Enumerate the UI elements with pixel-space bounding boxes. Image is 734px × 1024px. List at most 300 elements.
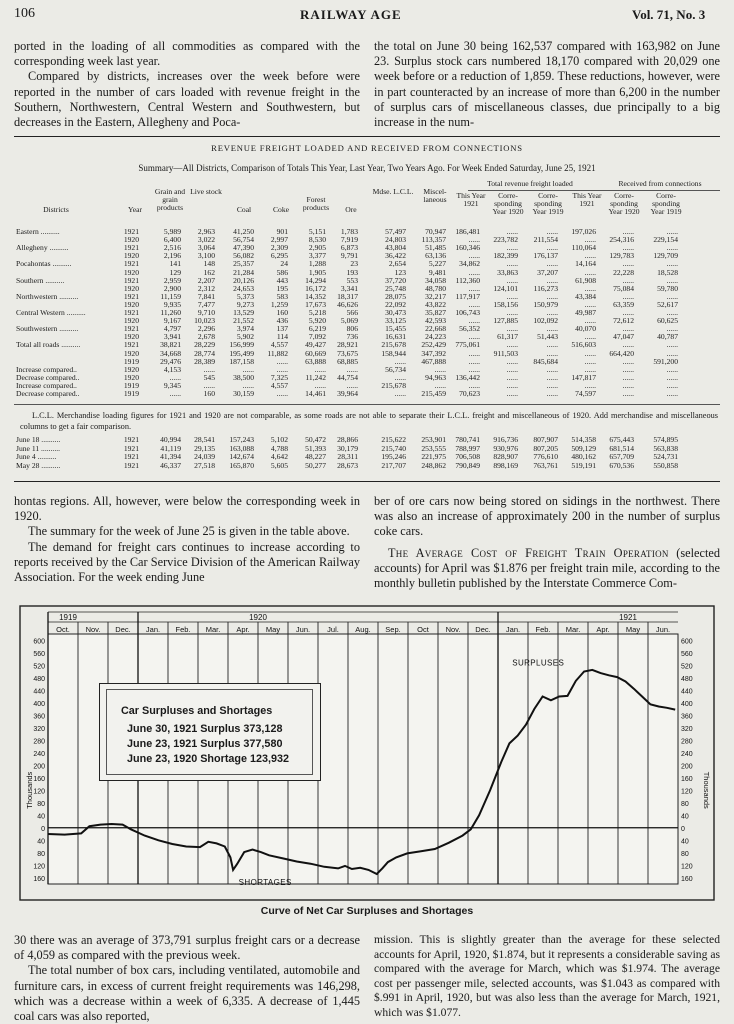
table-cell: 4,788 bbox=[270, 443, 288, 453]
table-cell: 127,885 bbox=[493, 316, 518, 326]
table-cell: ...... bbox=[584, 332, 596, 342]
table-cell: 113,357 bbox=[421, 235, 446, 245]
table-cell: ...... bbox=[546, 340, 558, 350]
table-cell: 1920 bbox=[123, 267, 139, 277]
table-cell: 215,740 bbox=[381, 443, 406, 453]
mid-left-column bbox=[14, 494, 360, 585]
table-cell: 94,963 bbox=[425, 372, 446, 382]
table-cell: 509,129 bbox=[571, 443, 596, 453]
table-cell: 736 bbox=[346, 332, 358, 342]
month-label: Nov. bbox=[85, 625, 101, 634]
table-cell: ...... bbox=[622, 364, 634, 374]
table-cell: 21,284 bbox=[233, 267, 254, 277]
table-cell: 114 bbox=[276, 332, 288, 342]
table-cell: ...... bbox=[622, 227, 634, 236]
table-cell: 22,228 bbox=[613, 267, 634, 277]
table-cell: ...... bbox=[276, 356, 288, 366]
table-cell: ...... bbox=[584, 348, 596, 358]
table-cell: 147,817 bbox=[571, 372, 596, 382]
table-cell: 158,156 bbox=[493, 299, 518, 309]
table-cell: 56,754 bbox=[233, 235, 254, 245]
table-cell: 63,888 bbox=[305, 356, 326, 366]
month-label: May bbox=[625, 625, 641, 634]
table-cell: 136,442 bbox=[455, 372, 480, 382]
table-cell: 102,092 bbox=[533, 316, 558, 326]
table-cell: 9,710 bbox=[197, 308, 215, 317]
table-cell: 5,902 bbox=[236, 332, 254, 342]
table-cell: 24 bbox=[280, 259, 288, 269]
table-cell: 670,536 bbox=[609, 460, 634, 470]
table-cell: 28,311 bbox=[337, 452, 358, 462]
row-label: Total all roads .......... bbox=[16, 340, 81, 350]
table-cell: 74,597 bbox=[575, 389, 596, 398]
y-tick-label: 320 bbox=[33, 725, 45, 733]
table-cell: ...... bbox=[506, 372, 518, 382]
table-cell: 49,987 bbox=[575, 308, 596, 317]
table-cell: 253,555 bbox=[421, 443, 446, 453]
table-cell: ...... bbox=[622, 243, 634, 253]
table-cell: 3,100 bbox=[197, 251, 215, 261]
table-cell: 1921 bbox=[123, 340, 139, 350]
table-cell: 9,481 bbox=[428, 267, 446, 277]
paragraph: the total on June 30 being 162,537 compared with 163,982 on June 23. Surplus stock cars numbered 18,170 compared with 20,029 one week before or a reduction of 1,859. These reductions, however, were in part counteracted by an increase of more than 6,200 in the number of surplus cars of miscellaneous classes, due principally to a big increase in the num- bbox=[374, 39, 720, 130]
table-cell: 28,229 bbox=[194, 340, 215, 350]
table-cell: ...... bbox=[622, 259, 634, 269]
table-cell: 550,858 bbox=[653, 460, 678, 470]
row-label: Central Western .......... bbox=[16, 308, 86, 317]
table-cell: 1921 bbox=[123, 291, 139, 301]
year-label: 1920 bbox=[249, 613, 267, 622]
table-cell: ...... bbox=[666, 275, 678, 285]
table-cell: 25,748 bbox=[385, 283, 406, 293]
table-cell: 123 bbox=[394, 267, 406, 277]
table-cell: ...... bbox=[584, 267, 596, 277]
y-axis-title: Thousands bbox=[25, 771, 34, 809]
paragraph-body: (selected accounts) for April was $1.876 per freight train mile, according to the monthly bulletin published by the Interstate Commerce Com- bbox=[374, 545, 720, 591]
row-label: June 18 .......... bbox=[16, 435, 61, 444]
column-header: Corre-sponding Year 1919 bbox=[532, 191, 564, 216]
row-label: Southern .......... bbox=[16, 275, 65, 285]
table-cell: ...... bbox=[203, 364, 215, 374]
table-cell: 215,678 bbox=[381, 380, 406, 390]
row-label: May 28 .......... bbox=[16, 460, 61, 470]
table-cell: 63,359 bbox=[613, 299, 634, 309]
y-tick-label: 440 bbox=[33, 688, 45, 696]
table-cell: ...... bbox=[622, 380, 634, 390]
y-tick-label-right: 240 bbox=[681, 750, 693, 758]
table-cell: 566 bbox=[346, 308, 358, 317]
table-cell: ...... bbox=[346, 364, 358, 374]
table-cell: ...... bbox=[346, 380, 358, 390]
table-cell: ...... bbox=[584, 283, 596, 293]
table-cell: 36,422 bbox=[385, 251, 406, 261]
table-cell: 217,707 bbox=[381, 460, 406, 470]
column-header: Districts bbox=[43, 205, 69, 214]
annotation-line: June 23, 1920 Shortage 123,932 bbox=[127, 753, 290, 765]
table-cell: 22,092 bbox=[385, 299, 406, 309]
table-cell: 38,821 bbox=[160, 340, 181, 350]
table-cell: 106,743 bbox=[455, 308, 480, 317]
table-cell: 514,358 bbox=[571, 435, 596, 444]
column-header: Coke bbox=[272, 205, 290, 214]
table-cell: 61,908 bbox=[575, 275, 596, 285]
table-cell: ...... bbox=[314, 380, 326, 390]
table-cell: ...... bbox=[622, 340, 634, 350]
table-cell: 9,345 bbox=[163, 380, 181, 390]
table-cell: 51,485 bbox=[425, 243, 446, 253]
table-cell: 7,092 bbox=[308, 332, 326, 342]
table-cell: 40,787 bbox=[657, 332, 678, 342]
table-subtitle: Summary—All Districts, Comparison of Totals This Year, Last Year, Two Years Ago. For Week Ended Saturday, June 25, 1921 bbox=[138, 163, 596, 173]
table-cell: 1919 bbox=[123, 356, 139, 366]
table-cell: ...... bbox=[666, 243, 678, 253]
month-label: Feb. bbox=[535, 625, 551, 634]
row-label: June 11 .......... bbox=[16, 443, 61, 453]
table-cell: 4,153 bbox=[163, 364, 181, 374]
table-cell: 3,064 bbox=[197, 243, 215, 253]
column-header: Corre-sponding Year 1919 bbox=[650, 191, 682, 216]
table-cell: ...... bbox=[468, 348, 480, 358]
table-cell: 1920 bbox=[123, 332, 139, 342]
table-cell: 916,736 bbox=[493, 435, 518, 444]
table-cell: 5,069 bbox=[340, 316, 358, 326]
paragraph: ber of ore cars now being stored on sidings in the northwest. There was also an increase of approximately 200 in the number of surplus coke cars. bbox=[374, 494, 720, 539]
y-tick-label: 200 bbox=[33, 763, 45, 771]
table-cell: ...... bbox=[506, 291, 518, 301]
table-cell: ...... bbox=[584, 299, 596, 309]
table-cell: 57,497 bbox=[385, 227, 406, 236]
table-cell: 2,312 bbox=[197, 283, 215, 293]
annotation-line: June 30, 1921 Surplus 373,128 bbox=[127, 723, 283, 735]
table-cell: 46,626 bbox=[337, 299, 358, 309]
column-header: Miscel-laneous bbox=[423, 187, 447, 204]
month-label: Jul. bbox=[327, 625, 339, 634]
table-cell: 215,678 bbox=[381, 340, 406, 350]
table-cell: ...... bbox=[622, 291, 634, 301]
month-label: Jan. bbox=[145, 625, 161, 634]
table-cell: 34,668 bbox=[160, 348, 181, 358]
table-cell: 3,941 bbox=[163, 332, 181, 342]
y-tick-label: 120 bbox=[33, 788, 45, 796]
y-tick-label: 480 bbox=[33, 675, 45, 683]
table-cell: 11,260 bbox=[160, 308, 181, 317]
table-bottom-rule bbox=[14, 481, 720, 482]
table-cell: 657,709 bbox=[609, 452, 634, 462]
table-cell: ...... bbox=[546, 324, 558, 334]
y-tick-label-right: 160 bbox=[681, 775, 693, 783]
table-cell: 11,159 bbox=[160, 291, 181, 301]
table-cell: 117,917 bbox=[455, 291, 480, 301]
table-cell: 1920 bbox=[123, 251, 139, 261]
table-cell: 24,039 bbox=[194, 452, 215, 462]
table-cell: 156,999 bbox=[229, 340, 254, 350]
y-tick-label-right: 360 bbox=[681, 713, 693, 721]
table-cell: 160,346 bbox=[455, 243, 480, 253]
table-cell: ...... bbox=[169, 389, 181, 398]
table-cell: ...... bbox=[506, 340, 518, 350]
column-header: Grain and grain products bbox=[154, 187, 186, 212]
table-cell: ...... bbox=[506, 380, 518, 390]
y-tick-label-right: 160 bbox=[681, 875, 693, 883]
y-tick-label: 600 bbox=[33, 638, 45, 646]
column-header: Live stock bbox=[190, 187, 222, 196]
paragraph: The summary for the week of June 25 is given in the table above. bbox=[28, 524, 350, 539]
table-cell: 40,070 bbox=[575, 324, 596, 334]
table-cell: 34,058 bbox=[425, 275, 446, 285]
table-cell: 211,554 bbox=[533, 235, 558, 245]
table-cell: 141 bbox=[169, 259, 181, 269]
table-cell: 197,026 bbox=[571, 227, 596, 236]
table-cell: 2,900 bbox=[163, 283, 181, 293]
y-tick-label: 160 bbox=[33, 775, 45, 783]
y-tick-label-right: 0 bbox=[681, 825, 685, 833]
table-cell: ...... bbox=[584, 251, 596, 261]
page-number: 106 bbox=[14, 6, 35, 21]
table-cell: 70,947 bbox=[425, 227, 446, 236]
annotation-title: Car Surpluses and Shortages bbox=[121, 705, 273, 717]
table-cell: ...... bbox=[242, 364, 254, 374]
table-cell: 1920 bbox=[123, 299, 139, 309]
y-tick-label-right: 40 bbox=[681, 838, 689, 846]
group-header-loaded: Total revenue freight loaded bbox=[487, 179, 573, 188]
table-cell: 215,622 bbox=[381, 435, 406, 444]
table-cell: 1921 bbox=[123, 275, 139, 285]
table-cell: 583 bbox=[276, 291, 288, 301]
paragraph: mission. This is slightly greater than the average for these selected accounts for April, 1920, $1.874, but it represents a considerable saving as compared with the average for March, which was $1.974. The average cost per passenger mile, selected accounts, was $1.043 as compared with $.991 in April, 1920, but was also less than the average for March, 1921, which was $1.077. bbox=[374, 933, 720, 1019]
table-cell: 1,905 bbox=[308, 267, 326, 277]
table-cell: ...... bbox=[468, 235, 480, 245]
table-cell: 223,782 bbox=[493, 235, 518, 245]
table-cell: 14,164 bbox=[575, 259, 596, 269]
table-cell: 1921 bbox=[123, 227, 139, 236]
table-cell: 524,731 bbox=[653, 452, 678, 462]
table-cell: 18,317 bbox=[337, 291, 358, 301]
table-cell: 28,389 bbox=[194, 356, 215, 366]
table-cell: 165,870 bbox=[229, 460, 254, 470]
table-cell: 4,557 bbox=[270, 340, 288, 350]
table-cell: ...... bbox=[546, 348, 558, 358]
month-label: Mar. bbox=[565, 625, 581, 634]
shortages-label: SHORTAGES bbox=[238, 878, 292, 888]
table-cell: ...... bbox=[506, 227, 518, 236]
table-cell: 2,959 bbox=[163, 275, 181, 285]
table-cell: ...... bbox=[546, 308, 558, 317]
table-cell: 6,873 bbox=[340, 243, 358, 253]
table-cell: 2,905 bbox=[308, 243, 326, 253]
table-cell: ...... bbox=[394, 356, 406, 366]
table-cell: 221,975 bbox=[421, 452, 446, 462]
table-cell: ...... bbox=[468, 364, 480, 374]
y-tick-label-right: 400 bbox=[681, 700, 693, 708]
y-tick-label-right: 440 bbox=[681, 688, 693, 696]
y-tick-label-right: 320 bbox=[681, 725, 693, 733]
table-cell: 148 bbox=[203, 259, 215, 269]
table-cell: 1920 bbox=[123, 235, 139, 245]
table-cell: 193 bbox=[346, 267, 358, 277]
table-cell: ...... bbox=[468, 332, 480, 342]
table-cell: ...... bbox=[169, 372, 181, 382]
month-label: Sep. bbox=[385, 625, 401, 634]
table-cell: 40,994 bbox=[160, 435, 181, 444]
table-cell: ...... bbox=[468, 283, 480, 293]
table-cell: ...... bbox=[468, 380, 480, 390]
table-cell: 806 bbox=[346, 324, 358, 334]
table-cell: 28,673 bbox=[337, 460, 358, 470]
y-tick-label: 400 bbox=[33, 700, 45, 708]
table-cell: 1,288 bbox=[308, 259, 326, 269]
table-cell: 116,273 bbox=[533, 283, 558, 293]
y-tick-label-right: 520 bbox=[681, 663, 693, 671]
table-cell: 56,082 bbox=[233, 251, 254, 261]
bottom-left-column bbox=[14, 933, 360, 1024]
table-cell: 1,783 bbox=[340, 227, 358, 236]
paragraph: hontas regions. All, however, were below the corresponding week in 1920. bbox=[14, 494, 360, 524]
top-left-column bbox=[14, 39, 360, 130]
table-cell: 1921 bbox=[123, 243, 139, 253]
year-label: 1921 bbox=[619, 613, 637, 622]
table-cell: 112,360 bbox=[455, 275, 480, 285]
y-tick-label: 280 bbox=[33, 738, 45, 746]
table-cell: ...... bbox=[546, 389, 558, 398]
table-cell: 776,610 bbox=[533, 452, 558, 462]
table-cell: 28,866 bbox=[337, 435, 358, 444]
table-cell: 18,528 bbox=[657, 267, 678, 277]
year-label: 1919 bbox=[59, 613, 77, 622]
table-cell: 16,172 bbox=[305, 283, 326, 293]
y-tick-label-right: 600 bbox=[681, 638, 693, 646]
top-right-column bbox=[374, 39, 720, 130]
table-cell: 49,427 bbox=[305, 340, 326, 350]
table-top-rule bbox=[14, 136, 720, 137]
table-cell: ...... bbox=[506, 243, 518, 253]
table-cell: ...... bbox=[584, 364, 596, 374]
table-cell: ...... bbox=[666, 389, 678, 398]
table-cell: ...... bbox=[506, 259, 518, 269]
table-cell: 33,125 bbox=[385, 316, 406, 326]
annotation-line: June 23, 1921 Surplus 377,580 bbox=[127, 738, 283, 750]
table-cell: 28,921 bbox=[337, 340, 358, 350]
table-cell: ...... bbox=[314, 364, 326, 374]
table-cell: 443 bbox=[276, 275, 288, 285]
table-cell: ...... bbox=[546, 227, 558, 236]
table-cell: ...... bbox=[546, 275, 558, 285]
month-label: Dec. bbox=[475, 625, 491, 634]
table-cell: 27,518 bbox=[194, 460, 215, 470]
table-cell: ...... bbox=[622, 372, 634, 382]
table-cell: 807,205 bbox=[533, 443, 558, 453]
table-cell: 50,472 bbox=[305, 435, 326, 444]
table-cell: 51,443 bbox=[537, 332, 558, 342]
table-cell: 436 bbox=[276, 316, 288, 326]
table-cell: 2,963 bbox=[197, 227, 215, 236]
y-tick-label: 80 bbox=[37, 800, 45, 808]
table-cell: 186,481 bbox=[455, 227, 480, 236]
table-cell: ...... bbox=[242, 380, 254, 390]
table-cell: 7,477 bbox=[197, 299, 215, 309]
table-cell: 20,126 bbox=[233, 275, 254, 285]
table-cell: 25,357 bbox=[233, 259, 254, 269]
table-cell: ...... bbox=[666, 324, 678, 334]
table-cell: 38,500 bbox=[233, 372, 254, 382]
table-cell: 73,675 bbox=[337, 348, 358, 358]
table-cell: ...... bbox=[666, 227, 678, 236]
y-tick-label: 160 bbox=[33, 875, 45, 883]
y-tick-label-right: 120 bbox=[681, 863, 693, 871]
table-cell: ...... bbox=[666, 340, 678, 350]
y-tick-label-right: 80 bbox=[681, 800, 689, 808]
table-cell: ...... bbox=[666, 259, 678, 269]
row-label: Decrease compared.. bbox=[16, 372, 80, 382]
table-cell: 48,780 bbox=[425, 283, 446, 293]
table-cell: 1919 bbox=[123, 380, 139, 390]
table-cell: 1921 bbox=[123, 308, 139, 317]
paragraph: ported in the loading of all commodities as compared with the corresponding week last year. bbox=[14, 39, 360, 69]
table-cell: 911,503 bbox=[493, 348, 518, 358]
y-tick-label-right: 480 bbox=[681, 675, 693, 683]
table-cell: 162 bbox=[203, 267, 215, 277]
table-cell: 60,625 bbox=[657, 316, 678, 326]
table-cell: 845,684 bbox=[533, 356, 558, 366]
table-cell: 187,158 bbox=[229, 356, 254, 366]
table-cell: 11,242 bbox=[305, 372, 326, 382]
table-cell: 129,709 bbox=[653, 251, 678, 261]
table-cell: 43,384 bbox=[575, 291, 596, 301]
table-cell: 664,420 bbox=[609, 348, 634, 358]
table-cell: 5,920 bbox=[308, 316, 326, 326]
table-cell: 7,325 bbox=[270, 372, 288, 382]
y-tick-label: 80 bbox=[37, 850, 45, 858]
table-cell: 48,227 bbox=[305, 452, 326, 462]
table-cell: 23 bbox=[350, 259, 358, 269]
table-cell: 519,191 bbox=[571, 460, 596, 470]
table-cell: ...... bbox=[506, 389, 518, 398]
table-cell: 75,084 bbox=[613, 283, 634, 293]
table-cell: 930,976 bbox=[493, 443, 518, 453]
table-cell: ...... bbox=[394, 389, 406, 398]
table-cell: ...... bbox=[546, 291, 558, 301]
table-cell: ...... bbox=[468, 251, 480, 261]
table-cell: 59,780 bbox=[657, 283, 678, 293]
table-cell: 30,179 bbox=[337, 443, 358, 453]
table-cell: 2,997 bbox=[270, 235, 288, 245]
table-cell: 901 bbox=[276, 227, 288, 236]
table-cell: 9,935 bbox=[163, 299, 181, 309]
table-cell: 70,623 bbox=[459, 389, 480, 398]
table-cell: 467,888 bbox=[421, 356, 446, 366]
y-tick-label-right: 200 bbox=[681, 763, 693, 771]
volume-issue: Vol. 71, No. 3 bbox=[632, 7, 706, 22]
y-tick-label: 0 bbox=[41, 825, 45, 833]
table-cell: 1,259 bbox=[270, 299, 288, 309]
table-cell: 5,227 bbox=[428, 259, 446, 269]
month-label: Oct bbox=[417, 625, 429, 634]
table-cell: 574,895 bbox=[653, 435, 678, 444]
table-cell: 8,530 bbox=[308, 235, 326, 245]
table-cell: 63,136 bbox=[425, 251, 446, 261]
table-cell: 16,631 bbox=[385, 332, 406, 342]
table-cell: 1919 bbox=[123, 389, 139, 398]
table-cell: 195 bbox=[276, 283, 288, 293]
table-cell: 248,862 bbox=[421, 460, 446, 470]
table-cell: 6,219 bbox=[308, 324, 326, 334]
table-cell: 591,200 bbox=[653, 356, 678, 366]
table-cell: 163,088 bbox=[229, 443, 254, 453]
y-tick-label: 520 bbox=[33, 663, 45, 671]
table-cell: 37,207 bbox=[537, 267, 558, 277]
table-cell: 681,514 bbox=[609, 443, 634, 453]
y-tick-label: 120 bbox=[33, 863, 45, 871]
table-cell: 1921 bbox=[123, 460, 139, 470]
